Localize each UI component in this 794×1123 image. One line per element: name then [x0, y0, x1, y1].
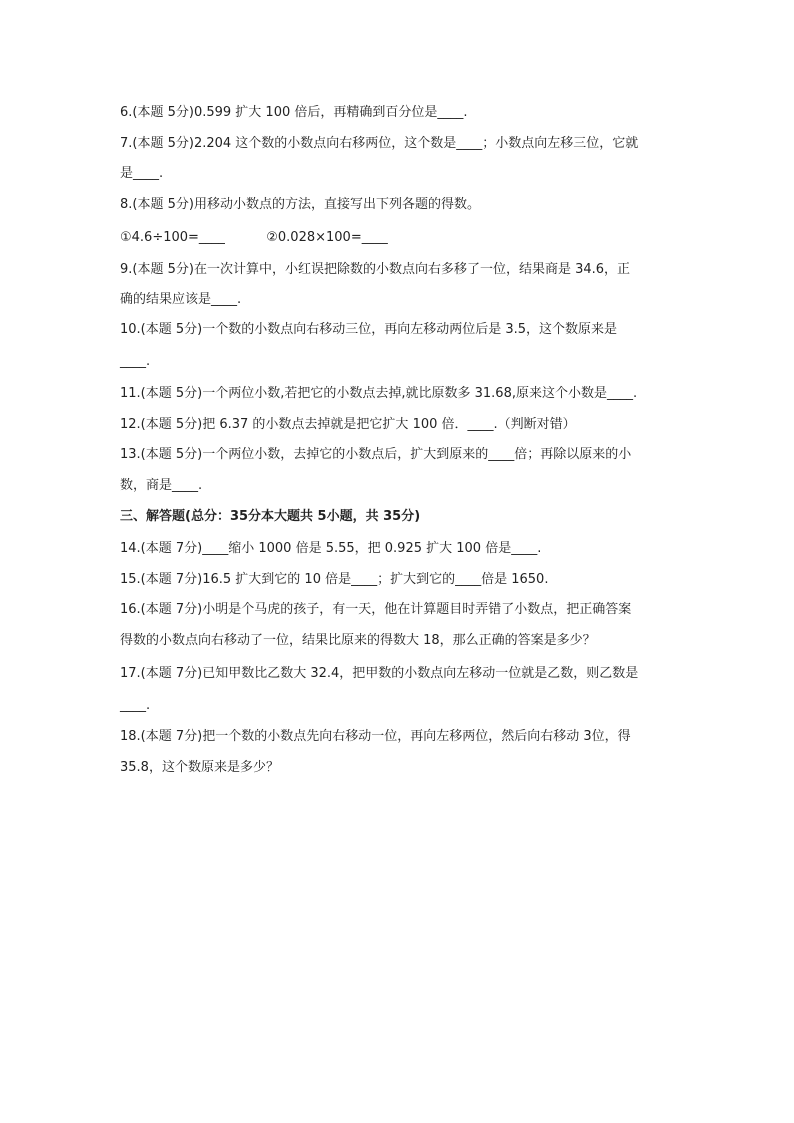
question-7-line-1: 7.(本题 5分)2.204 这个数的小数点向右移两位，这个数是____；小数点向左移三位，它就: [120, 136, 639, 151]
question-10-line-1: 10.(本题 5分)一个数的小数点向右移动三位，再向左移动两位后是 3.5，这个数原来是: [120, 322, 618, 337]
question-11-line: 11.(本题 5分)一个两位小数,若把它的小数点去掉,就比原数多 31.68,原来这个小数是____.: [120, 386, 638, 401]
question-7-line-2: 是____.: [120, 166, 164, 181]
section-heading: 三、解答题(总分：35分本大题共 5小题，共 35分): [120, 509, 421, 524]
question-18-line-1: 18.(本题 7分)把一个数的小数点先向右移动一位，再向左移两位，然后向右移动 3位，得: [120, 729, 631, 744]
question-13-line-1: 13.(本题 5分)一个两位小数，去掉它的小数点后，扩大到原来的____倍；再除以原来的小: [120, 447, 632, 462]
question-10-line-2: ____.: [120, 354, 151, 369]
question-12-line: 12.(本题 5分)把 6.37 的小数点去掉就是把它扩大 100 倍．____.（判断对错）: [120, 417, 576, 432]
question-9-line-1: 9.(本题 5分)在一次计算中，小红误把除数的小数点向右多移了一位，结果商是 34.6，正: [120, 262, 631, 277]
question-15-line: 15.(本题 7分)16.5 扩大到它的 10 倍是____；扩大到它的____倍是 1650.: [120, 572, 549, 587]
question-17-line-1: 17.(本题 7分)已知甲数比乙数大 32.4，把甲数的小数点向左移动一位就是乙数，则乙数是: [120, 666, 639, 681]
question-8-line: 8.(本题 5分)用移动小数点的方法，直接写出下列各题的得数。: [120, 197, 480, 212]
question-6-line: 6.(本题 5分)0.599 扩大 100 倍后，再精确到百分位是____.: [120, 105, 468, 120]
question-16-line-2: 得数的小数点向右移动了一位，结果比原来的得数大 18，那么正确的答案是多少？: [120, 633, 596, 648]
question-13-line-2: 数，商是____.: [120, 478, 203, 493]
question-8-subitems: ①4.6÷100=____ ②0.028×100=____: [120, 230, 388, 245]
question-14-line: 14.(本题 7分)____缩小 1000 倍是 5.55，把 0.925 扩大 100 倍是____.: [120, 541, 542, 556]
question-17-line-2: ____.: [120, 698, 151, 713]
question-9-line-2: 确的结果应该是____.: [120, 292, 242, 307]
question-16-line-1: 16.(本题 7分)小明是个马虎的孩子，有一天，他在计算题目时弄错了小数点，把正确答案: [120, 602, 632, 617]
question-18-line-2: 35.8，这个数原来是多少？: [120, 760, 279, 775]
